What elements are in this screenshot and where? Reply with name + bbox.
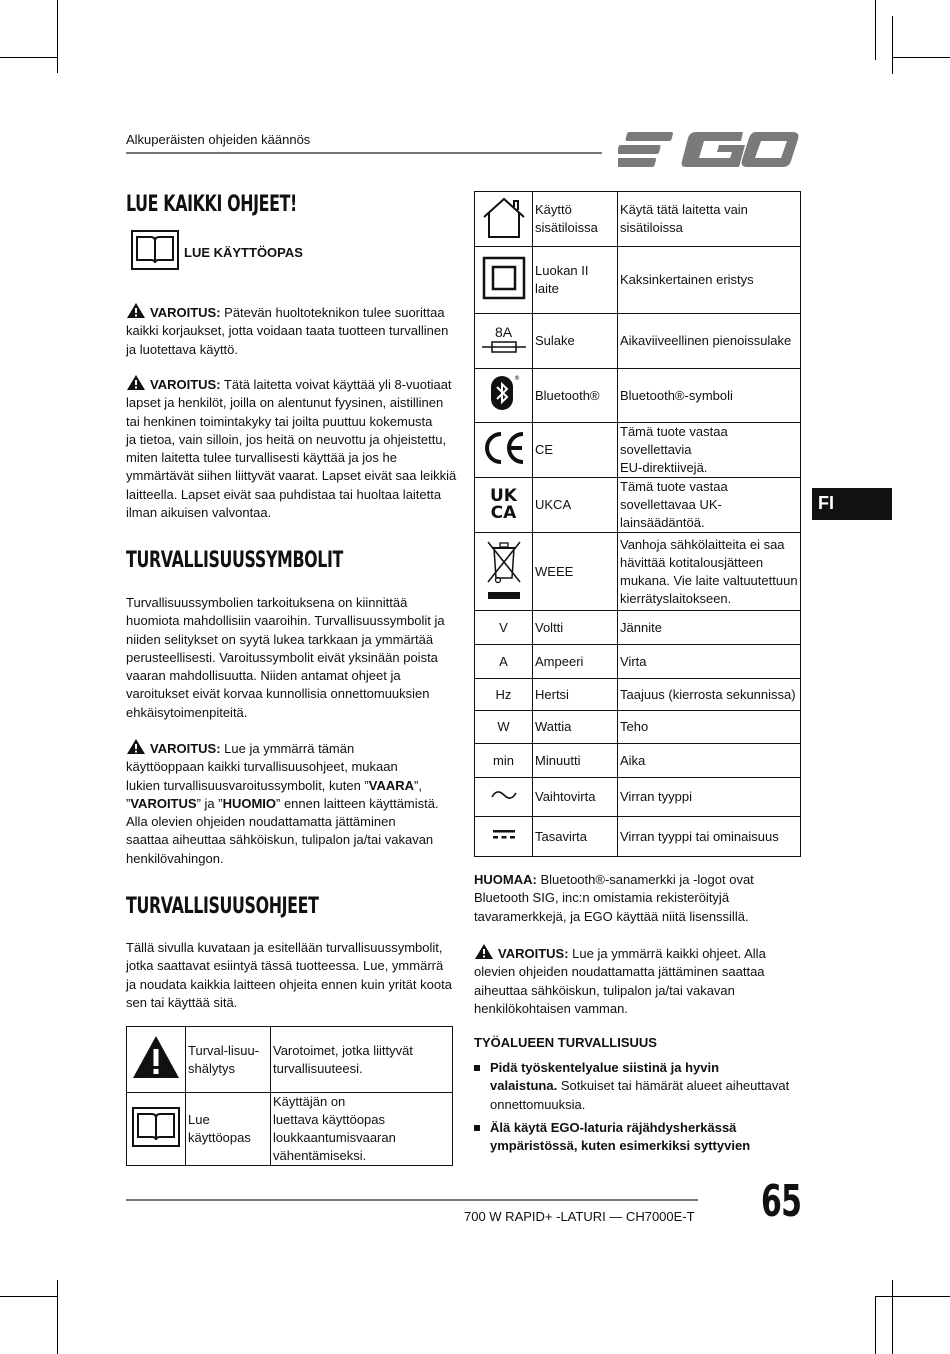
book-icon <box>131 230 179 270</box>
crop-mark <box>875 1296 950 1297</box>
warning-2 <box>126 374 466 522</box>
section-title: TURVALLISUUSOHJEET <box>126 894 319 919</box>
text-line: Virran tyyppi <box>620 789 693 804</box>
ego-logo <box>618 130 800 170</box>
weee-icon <box>482 536 526 602</box>
keyword-varoitus: VAROITUS <box>130 795 197 811</box>
text-line: Hertsi <box>535 686 569 702</box>
text-line: hävittää kotitalousjätteen <box>620 554 764 570</box>
warning-label: VAROITUS: <box>150 377 221 392</box>
text-line: käyttöopas <box>188 1130 251 1145</box>
text-line: tavaramerkkejä, ja EGO käyttää niitä lisenssillä. <box>474 908 749 924</box>
name-cell <box>533 679 618 711</box>
table-row <box>475 645 801 679</box>
icon-cell <box>475 817 533 857</box>
language-tab <box>812 488 892 520</box>
name-cell <box>533 744 618 778</box>
icon-cell <box>475 478 533 533</box>
unit-symbol: Hz <box>475 679 533 711</box>
name-cell <box>186 1027 271 1093</box>
text-line: Sulake <box>535 333 575 348</box>
header-rule <box>126 152 602 154</box>
text-line: Vaihtovirta <box>535 789 596 804</box>
name-cell <box>533 423 618 478</box>
book-icon <box>131 1107 181 1147</box>
text-line: Turvallisuussymbolien tarkoituksena on kiinnittää <box>126 595 408 610</box>
text-line: ympäristössä, kuten esimerkiksi syttyvien <box>490 1138 751 1154</box>
text-line: Bluetooth®-symboli <box>620 387 733 403</box>
text-line: Tämä tuote vastaa sovellettavia <box>620 424 728 457</box>
text-line: ehkäisytoimenpiteitä. <box>126 704 248 720</box>
icon-cell <box>475 533 533 611</box>
unit-symbol: min <box>475 744 533 778</box>
note-label: HUOMAA: <box>474 872 537 887</box>
desc-cell <box>618 314 801 369</box>
text-line: Käyttäjän on <box>273 1094 346 1109</box>
bullet-icon <box>474 1065 480 1071</box>
text-line: varoitukset eivät korvaa kunnollisia onnettomuuksien <box>126 686 430 702</box>
class-ii-icon <box>481 255 527 301</box>
text-line: huomiota mahdollisiin vaaroihin. Turvallisuussymbolit ja <box>126 613 445 629</box>
warning-triangle-icon <box>126 302 146 319</box>
text-line: aiheuttaa sähköiskun, tulipalon ja/tai vakavan <box>474 982 735 998</box>
text-line: ja luotettava käyttö. <box>126 341 239 357</box>
icon-cell <box>475 778 533 817</box>
text-line: Voltti <box>535 619 564 635</box>
unit-symbol: W <box>475 711 533 744</box>
crop-mark <box>875 1296 876 1354</box>
text-line: Kaksinkertainen eristys <box>620 272 754 287</box>
desc-cell <box>618 369 801 423</box>
warning-1 <box>126 302 456 359</box>
text-span: lukien turvallisuusvaroitussymbolit, kuten ” <box>126 777 369 793</box>
desc-cell <box>618 247 801 314</box>
table-row <box>475 478 801 533</box>
crop-mark <box>875 0 876 60</box>
crop-mark <box>892 16 893 74</box>
desc-cell <box>618 778 801 817</box>
text-line: Wattia <box>535 719 572 734</box>
table-row <box>475 192 801 247</box>
desc-cell <box>618 817 801 857</box>
icon-cell <box>475 247 533 314</box>
table-row <box>475 314 801 369</box>
read-manual-label: LUE KÄYTTÖOPAS <box>184 245 303 260</box>
text-line: ilman aikuisen valvontaa. <box>126 505 272 521</box>
ac-icon <box>489 787 519 803</box>
text-line: saattaa aiheuttaa sähköiskun, tulipalon ja/tai vakavan <box>126 832 434 848</box>
name-cell <box>533 645 618 679</box>
warning-3 <box>126 738 456 868</box>
ukca-text: UK <box>490 486 517 506</box>
text-span: ” <box>126 795 131 811</box>
text-line: olevien ohjeiden noudattamatta jättäminen saattaa <box>474 964 765 980</box>
icon-cell <box>127 1027 186 1093</box>
desc-cell <box>618 711 801 744</box>
text-line: Bluetooth®-sanamerkki ja -logot ovat <box>536 872 754 887</box>
desc-cell <box>618 533 801 611</box>
table-row <box>475 533 801 611</box>
symbols-intro <box>126 594 456 722</box>
language-tab-label: FI <box>818 493 834 513</box>
warning-label: VAROITUS: <box>150 741 221 756</box>
crop-mark <box>0 1296 58 1297</box>
text-line: Jännite <box>620 619 662 635</box>
crop-mark <box>892 57 950 58</box>
table-row <box>127 1027 453 1093</box>
text-line: Lue <box>188 1112 210 1127</box>
keyword-huomio: HUOMIO <box>222 795 277 811</box>
warning-triangle-icon <box>126 374 146 391</box>
subsection-title: TYÖALUEEN TURVALLISUUS <box>474 1035 657 1050</box>
table-row <box>475 611 801 645</box>
text-line: Bluetooth SIG, inc:n omistamia rekisteröityjä <box>474 890 730 906</box>
name-cell <box>533 611 618 645</box>
text-span: ” ja ” <box>196 795 223 811</box>
table-row <box>475 778 801 817</box>
desc-cell <box>618 423 801 478</box>
warning-triangle-icon <box>126 738 146 755</box>
text-line: WEEE <box>535 563 574 579</box>
text-line: henkilövahingon. <box>126 850 224 866</box>
name-cell <box>533 192 618 247</box>
crop-mark <box>892 1280 893 1354</box>
text-line: lainsäädäntöä. <box>620 515 705 530</box>
ukca-text: CA <box>490 503 517 523</box>
text-span: valaistuna. <box>490 1078 558 1094</box>
icon-cell <box>127 1093 186 1166</box>
text-line: sisätiloissa <box>620 220 683 235</box>
text-line: Teho <box>620 719 649 734</box>
desc-cell <box>271 1093 453 1166</box>
table-row <box>475 711 801 744</box>
svg-text:®: ® <box>513 375 520 382</box>
name-cell <box>533 247 618 314</box>
text-line: ja noudata kaikkia laitteen ohjeita ennen kuin yrität koota <box>126 976 452 992</box>
warning-triangle-icon <box>131 1034 181 1080</box>
text-line: Pidä työskentelyalue siistinä ja hyvin <box>490 1060 720 1075</box>
text-line: kaikki korjaukset, jotta voidaan taata tuotteen turvallinen <box>126 323 449 339</box>
text-line: sen tai käyttää sitä. <box>126 994 238 1010</box>
text-line: Tämä tuote vastaa <box>620 479 728 494</box>
text-line: shälytys <box>188 1060 235 1076</box>
instructions-intro <box>126 939 456 1012</box>
fuse-icon <box>480 340 528 354</box>
name-cell <box>533 711 618 744</box>
name-cell <box>533 369 618 423</box>
table-row <box>475 817 801 857</box>
text-line: Tätä laitetta voivat käyttää yli 8-vuotiaat <box>220 377 452 392</box>
text-line: Turval-lisuu- <box>188 1042 260 1058</box>
text-line: Minuutti <box>535 752 581 768</box>
keyword-vaara: VAARA <box>368 777 415 793</box>
name-cell <box>533 778 618 817</box>
text-line: ymmärtävät siihen liittyvät vaarat. Lapset eivät saa leikkiä <box>126 468 457 484</box>
icon-cell <box>475 192 533 247</box>
text-line: miten laitetta tulee turvallisesti käyttää ja jos he <box>126 450 397 466</box>
text-span: ”, <box>414 777 422 793</box>
footer-rule <box>126 1199 698 1201</box>
desc-cell <box>618 192 801 247</box>
warning-4 <box>474 943 804 1018</box>
note <box>474 871 804 926</box>
name-cell <box>186 1093 271 1166</box>
fuse-rating: 8A <box>494 323 513 340</box>
name-cell <box>533 478 618 533</box>
bullet-item <box>474 1059 820 1114</box>
house-icon <box>480 195 528 239</box>
text-line: lapset ja henkilöt, joilla on alentunut fyysinen, aistillinen <box>126 395 444 411</box>
text-line: Tasavirta <box>535 828 588 844</box>
text-line: Taajuus (kierrosta sekunnissa) <box>620 686 796 702</box>
text-line: sisätiloissa <box>535 220 598 235</box>
text-span: Sotkuiset tai hämärät alueet aiheuttavat <box>557 1078 790 1094</box>
crop-mark <box>0 57 58 58</box>
text-line: Varotoimet, jotka liittyvät <box>273 1042 413 1058</box>
bullet-icon <box>474 1125 480 1131</box>
text-line: Alla olevien ohjeiden noudattamatta jättäminen <box>126 814 396 830</box>
desc-cell <box>271 1027 453 1093</box>
text-line: sovellettavaa UK- <box>620 497 722 512</box>
section-title: LUE KAIKKI OHJEET! <box>126 192 297 217</box>
warning-label: VAROITUS: <box>150 305 221 320</box>
page-number: 65 <box>761 1176 802 1227</box>
desc-cell <box>618 679 801 711</box>
ukca-icon <box>475 488 532 522</box>
dc-icon <box>491 827 517 841</box>
text-line: Aikaviiveellinen pienoissulake <box>620 333 792 348</box>
symbols-table <box>474 191 801 857</box>
text-line: ja tietoa, vain silloin, jos heitä on neuvottu ja ohjeistettu, <box>126 431 447 447</box>
text-line: tai henkinen toimintakyky tai joilta puuttuu kokemusta <box>126 413 433 429</box>
section-title: TURVALLISUUSSYMBOLIT <box>126 548 343 573</box>
bullet-item <box>474 1119 820 1156</box>
desc-cell <box>618 744 801 778</box>
name-cell <box>533 817 618 857</box>
bluetooth-icon <box>487 372 521 414</box>
text-line: CE <box>535 442 554 457</box>
text-line: Lue ja ymmärrä tämän <box>220 741 355 756</box>
text-line: mukana. Vie laite valtuutettuun <box>620 572 798 588</box>
table-row <box>475 679 801 711</box>
unit-symbol: V <box>475 611 533 645</box>
text-line: Älä käytä EGO-laturia räjähdysherkässä <box>490 1120 737 1135</box>
table-row <box>127 1093 453 1166</box>
desc-cell <box>618 645 801 679</box>
text-line: perusteellisesti. Varoitussymbolit eivät yksinään poista <box>126 649 438 665</box>
text-line: onnettomuuksia. <box>490 1096 586 1112</box>
text-line: henkilökohtaisen vamman. <box>474 1000 628 1016</box>
unit-symbol: A <box>475 645 533 679</box>
icon-cell <box>475 314 533 369</box>
text-line: EU-direktiivejä. <box>620 460 708 475</box>
text-line: luettava käyttöopas <box>273 1112 386 1127</box>
text-line: Lue ja ymmärrä kaikki ohjeet. Alla <box>568 946 766 961</box>
icon-cell <box>475 369 533 423</box>
text-line: loukkaantumisvaaran <box>273 1130 396 1145</box>
icon-cell <box>475 423 533 478</box>
text-line: Vanhoja sähkölaitteita ei saa <box>620 536 785 552</box>
text-line: niiden selitykset on syytä lukea tarkkaan ja ymmärtää <box>126 631 434 647</box>
text-line: Luokan II laite <box>535 263 589 296</box>
text-line: Ampeeri <box>535 653 584 669</box>
name-cell <box>533 533 618 611</box>
desc-cell <box>618 611 801 645</box>
text-span: ” ennen laitteen käyttämistä. <box>276 795 439 811</box>
text-line: Virta <box>620 653 647 669</box>
text-line: Aika <box>620 752 646 768</box>
text-line: kierrätyslaitokseen. <box>620 590 732 606</box>
safety-symbols-table <box>126 1026 453 1166</box>
text-line: laitteella. Lapset eivät saa puhdistaa tai huoltaa laitetta <box>126 486 442 502</box>
text-line: vaaran mahdollisuutta. Niiden antamat ohjeet ja <box>126 668 401 684</box>
text-line: vähentämiseksi. <box>273 1148 367 1163</box>
text-line: turvallisuuteesi. <box>273 1060 363 1076</box>
crop-mark <box>57 1280 58 1354</box>
warning-triangle-icon <box>474 943 494 960</box>
warning-label: VAROITUS: <box>498 946 569 961</box>
text-line: jotka saattavat esiintyä tässä tuotteessa. Lue, ymmärrä <box>126 958 444 974</box>
table-row <box>475 744 801 778</box>
table-row <box>475 369 801 423</box>
name-cell <box>533 314 618 369</box>
text-line: Pätevän huoltoteknikon tulee suorittaa <box>220 305 445 320</box>
table-row <box>475 423 801 478</box>
text-line: Tällä sivulla kuvataan ja esitellään turvallisuussymbolit, <box>126 940 443 955</box>
text-line: Käytä tätä laitetta vain <box>620 202 748 217</box>
text-line: Käyttö <box>535 202 572 217</box>
table-row <box>475 247 801 314</box>
text-line: Virran tyyppi tai ominaisuus <box>620 828 779 844</box>
desc-cell <box>618 478 801 533</box>
crop-mark <box>57 0 58 73</box>
ce-icon <box>481 430 527 466</box>
footer-model: 700 W RAPID+ -LATURI — CH7000E-T <box>464 1209 695 1224</box>
text-line: Bluetooth® <box>535 387 600 403</box>
text-line: UKCA <box>535 497 572 512</box>
header-subtitle: Alkuperäisten ohjeiden käännös <box>126 132 311 147</box>
text-line: käyttöoppaan kaikki turvallisuusohjeet, mukaan <box>126 759 398 775</box>
